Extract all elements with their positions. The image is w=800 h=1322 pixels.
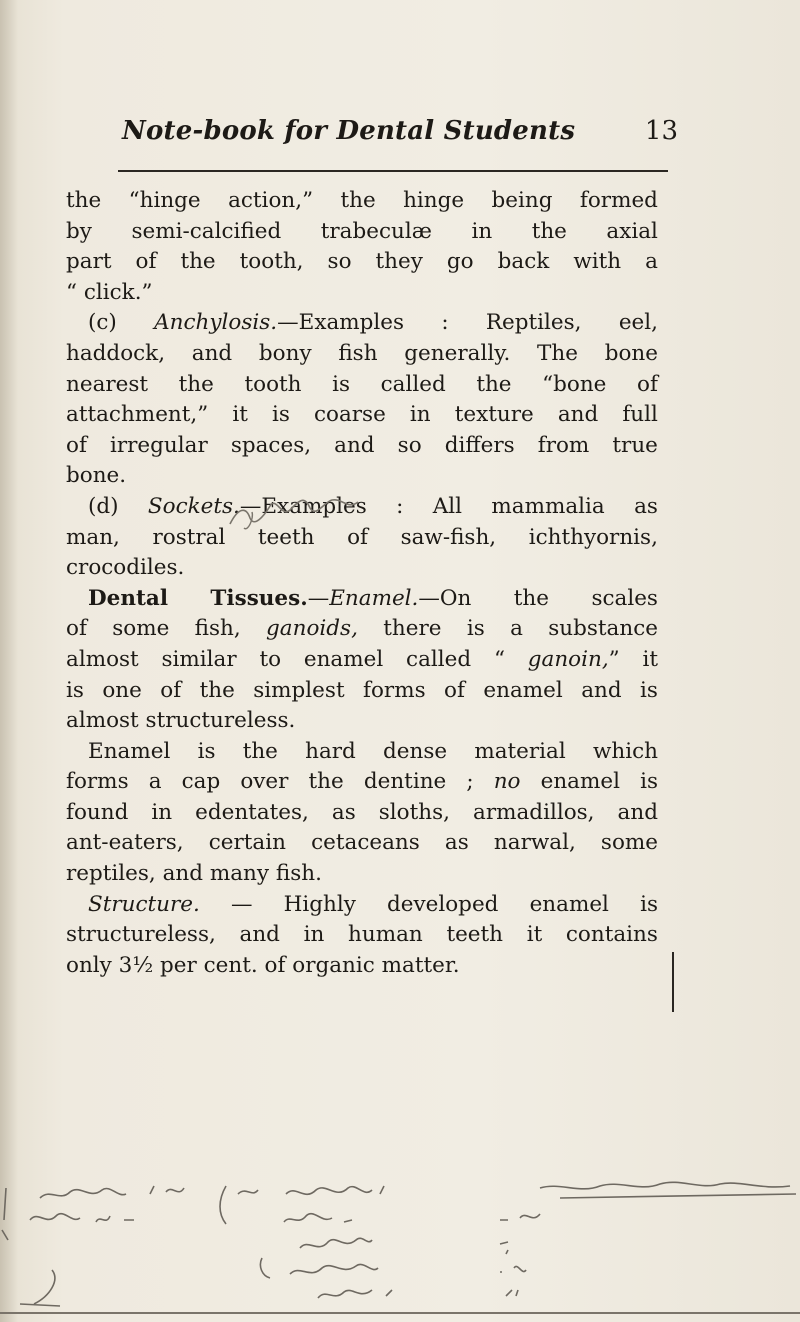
text-word: it [232, 402, 248, 428]
text-word: contains [565, 922, 658, 948]
text-word: generally. [404, 340, 511, 366]
text-word: teeth [446, 922, 504, 948]
text-word: is [466, 616, 485, 642]
text-word: so [327, 249, 352, 275]
text-word: a [645, 249, 658, 275]
text-segment: reptiles, and many fish. [66, 861, 322, 887]
text-word: the [340, 188, 376, 213]
text-line [66, 920, 658, 951]
text-line [66, 676, 658, 707]
text-word: texture [454, 402, 534, 428]
text-word: a [148, 769, 162, 795]
text-line [66, 370, 658, 401]
text-word: similar [161, 646, 237, 672]
text-word: tooth [244, 371, 302, 397]
text-line [66, 798, 658, 829]
text-word: (d) [88, 493, 119, 519]
text-word: a [510, 616, 523, 642]
text-word: armadillos, [473, 799, 595, 825]
text-word: the [476, 371, 512, 397]
text-word: it [642, 646, 658, 672]
text-word: Tissues.—Enamel.—On [210, 585, 472, 611]
text-line [66, 890, 658, 921]
text-word: is [640, 769, 658, 795]
text-word: tooth, [239, 249, 304, 275]
text-word: in [151, 799, 173, 825]
pencil-scribble [224, 488, 374, 532]
text-word: as [331, 799, 356, 825]
text-word: cetaceans [311, 830, 420, 856]
text-word: enamel [529, 891, 609, 917]
text-word: developed [387, 891, 499, 917]
text-word: is [332, 371, 351, 397]
text-word: The [537, 340, 578, 366]
text-word: axial [606, 218, 658, 244]
text-word: the [531, 218, 567, 244]
text-word: to [259, 646, 282, 672]
text-line [66, 431, 658, 462]
text-word: in [303, 922, 325, 948]
text-word: being [491, 188, 553, 213]
text-word: : [441, 310, 449, 336]
text-word: dentine [363, 769, 447, 795]
text-word: coarse [313, 402, 386, 428]
text-word: “ [493, 646, 505, 672]
text-word: the [178, 371, 214, 397]
text-word: enamel [303, 646, 384, 672]
text-word: hinge [403, 188, 465, 213]
text-word: of [160, 677, 182, 703]
text-word: ganoin,” [527, 646, 620, 672]
text-line [66, 247, 658, 278]
margin-mark [672, 952, 674, 1012]
running-head [110, 116, 678, 156]
text-word: the [66, 188, 102, 213]
text-word: the [242, 738, 278, 764]
text-word: as [634, 493, 658, 519]
text-word: ant-eaters, [66, 830, 184, 856]
text-word: fish, [194, 616, 241, 642]
text-word: enamel [483, 677, 563, 703]
text-word: and [581, 677, 622, 703]
text-word: is [66, 677, 84, 703]
text-word: forms [66, 769, 129, 795]
text-word: and [617, 799, 658, 825]
text-line [66, 339, 658, 370]
text-word: simplest [253, 677, 345, 703]
text-word: of [637, 371, 658, 397]
text-line [66, 584, 658, 615]
text-word: no [493, 769, 521, 795]
text-word: action,” [228, 188, 314, 213]
text-word: almost [66, 646, 139, 672]
text-line [66, 186, 658, 217]
text-word: some [112, 616, 170, 642]
text-word: haddock, [66, 340, 166, 366]
text-word: they [375, 249, 423, 275]
text-word: Anchylosis.—Examples [154, 310, 405, 336]
text-line [66, 828, 658, 859]
page-number: 13 [644, 116, 678, 146]
text-word: Enamel [88, 738, 171, 764]
text-word: as [444, 830, 469, 856]
text-word: forms [363, 677, 426, 703]
text-word: bone [604, 340, 658, 366]
text-word: which [592, 738, 658, 764]
text-word: scales [591, 585, 658, 611]
text-word: — [230, 891, 253, 917]
text-word: structureless, [66, 922, 216, 948]
text-segment: “ click.” [66, 279, 153, 305]
text-word: fish [338, 340, 378, 366]
text-word: attachment,” [66, 402, 209, 428]
text-word: of [66, 616, 87, 642]
text-word: “bone [542, 371, 607, 397]
text-segment: crocodiles. [66, 555, 185, 581]
text-word: with [573, 249, 622, 275]
text-word: Sockets.—Examples [147, 493, 367, 519]
text-word: one [102, 677, 142, 703]
text-word: nearest [66, 371, 149, 397]
text-word: edentates, [195, 799, 309, 825]
text-word: substance [548, 616, 658, 642]
text-word: Highly [283, 891, 356, 917]
text-word: is [640, 677, 658, 703]
text-word: true [612, 432, 658, 458]
text-word: so [397, 432, 422, 458]
text-segment: bone. [66, 463, 127, 489]
text-word: differs [444, 432, 515, 458]
text-word: of [66, 432, 87, 458]
text-word: the [513, 585, 550, 611]
text-word: human [348, 922, 423, 948]
text-line [66, 951, 658, 982]
text-word: and [239, 922, 280, 948]
text-word: spaces, [230, 432, 312, 458]
text-word: formed [579, 188, 658, 213]
body-text [66, 186, 658, 981]
text-word: and [191, 340, 233, 366]
text-segment: only 3½ per cent. of organic matter. [66, 952, 460, 978]
text-word: hard [305, 738, 356, 764]
text-word: : [396, 493, 404, 519]
text-word: from [537, 432, 590, 458]
text-word: narwal, [493, 830, 576, 856]
text-word: rostral [152, 524, 226, 550]
text-word: certain [208, 830, 286, 856]
text-word: of [135, 249, 157, 275]
text-word: the [199, 677, 235, 703]
text-word: ; [466, 769, 474, 795]
header-rule [118, 170, 668, 172]
text-line [66, 278, 658, 309]
text-word: ganoids, [266, 616, 358, 642]
text-word: All [432, 493, 463, 519]
text-word: “hinge [128, 188, 201, 213]
text-word: mammalia [491, 493, 605, 519]
text-line [66, 706, 658, 737]
text-word: is [271, 402, 290, 428]
running-title: Note-book for Dental Students [122, 116, 576, 146]
text-word: over [240, 769, 289, 795]
text-word: the [308, 769, 344, 795]
text-word: is [197, 738, 216, 764]
text-word: teeth [257, 524, 315, 550]
text-line [66, 217, 658, 248]
text-word: (c) [88, 310, 117, 336]
text-word: Reptiles, [485, 310, 582, 336]
text-line [66, 767, 658, 798]
text-word: part [66, 249, 112, 275]
text-word: some [600, 830, 658, 856]
text-word: of [444, 677, 465, 703]
text-word: material [474, 738, 566, 764]
text-word: and [334, 432, 375, 458]
text-line [66, 737, 658, 768]
text-word: irregular [109, 432, 208, 458]
pencil-scribble-notes [0, 1180, 800, 1314]
text-word: called [406, 646, 472, 672]
text-word: dense [383, 738, 448, 764]
text-word: Structure. [88, 891, 200, 917]
text-line [66, 645, 658, 676]
text-word: of [347, 524, 368, 550]
text-line [66, 614, 658, 645]
text-line [66, 859, 658, 890]
text-word: man, [66, 524, 120, 550]
text-word: Dental [88, 585, 168, 611]
text-word: it [526, 922, 543, 948]
text-word: ichthyornis, [528, 524, 658, 550]
text-line [66, 400, 658, 431]
spine-shadow [0, 0, 18, 1322]
text-word: bony [258, 340, 312, 366]
text-word: eel, [618, 310, 658, 336]
text-segment: almost structureless. [66, 708, 296, 734]
text-word: found [66, 799, 129, 825]
text-line [66, 308, 658, 339]
text-word: trabeculæ [320, 218, 432, 244]
page-bottom-edge [0, 1312, 800, 1314]
text-word: and [557, 402, 599, 428]
text-word: go [446, 249, 474, 275]
text-word: saw-fish, [400, 524, 497, 550]
text-word: there [383, 616, 442, 642]
text-word: the [180, 249, 216, 275]
text-word: sloths, [378, 799, 450, 825]
text-word: full [622, 402, 658, 428]
text-word: semi-calcified [131, 218, 282, 244]
text-word: is [640, 891, 658, 917]
text-word: in [409, 402, 431, 428]
text-word: enamel [540, 769, 620, 795]
text-word: in [471, 218, 493, 244]
text-word: by [66, 218, 92, 244]
text-line [66, 553, 658, 584]
text-word: cap [181, 769, 221, 795]
text-word: called [380, 371, 446, 397]
text-word: back [497, 249, 550, 275]
